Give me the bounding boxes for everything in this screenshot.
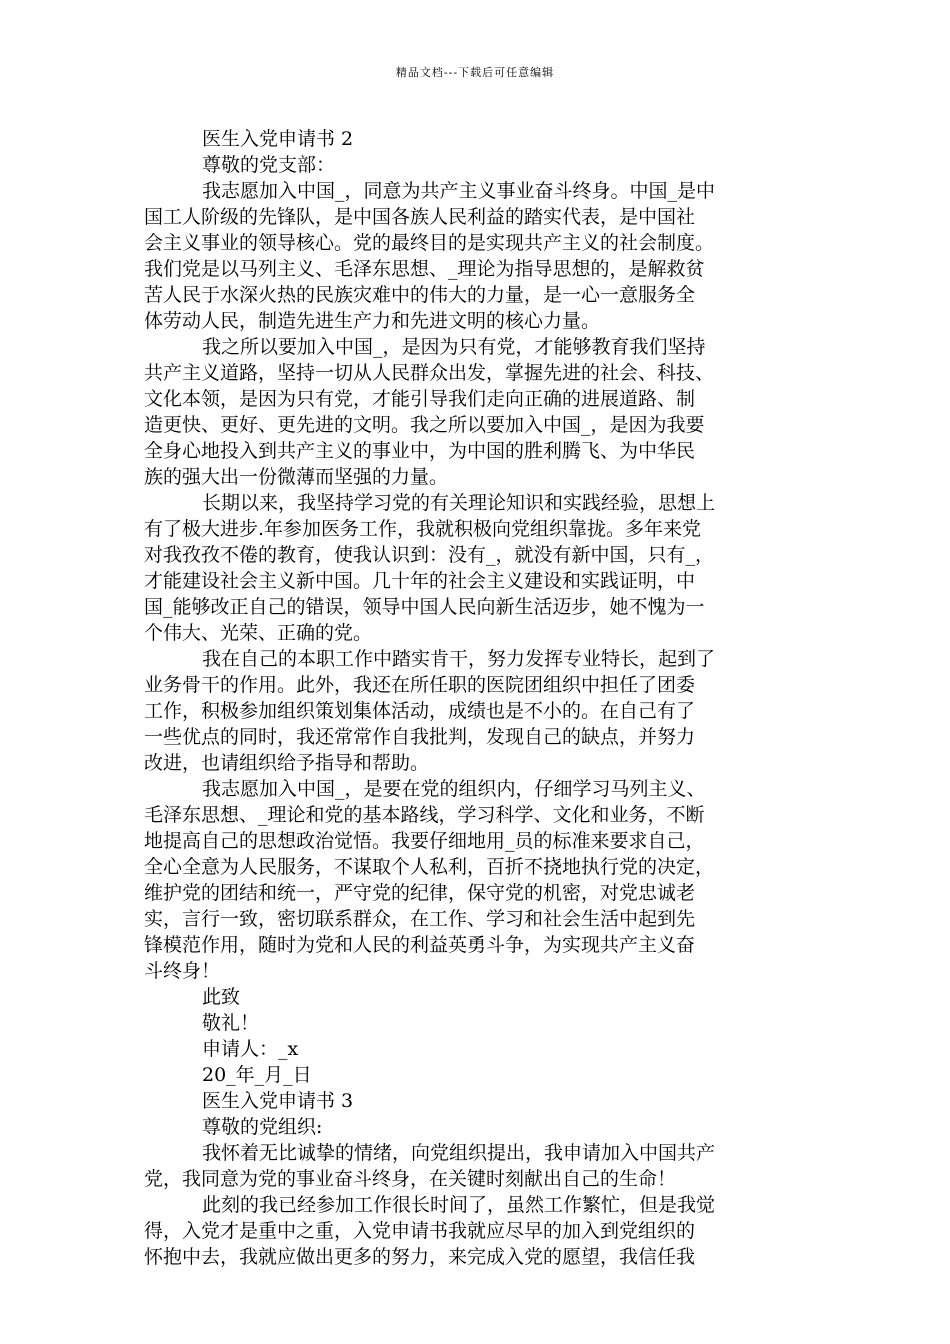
text-line: 会主义事业的领导核心。党的最终目的是实现共产主义的社会制度。 bbox=[144, 232, 715, 254]
text-line: 有了极大进步.年参加医务工作，我就积极向党组织靠拢。多年来党 bbox=[144, 518, 702, 540]
text-line: 怀抱中去，我就应做出更多的努力，来完成入党的愿望，我信任我 bbox=[144, 1246, 696, 1268]
text-line: 工作，积极参加组织策划集体活动，成绩也是不小的。在自己有了 bbox=[144, 700, 696, 722]
text-line: 改进，也请组织给予指导和帮助。 bbox=[144, 752, 430, 774]
text-line: 文化本领，是因为只有党，才能引导我们走向正确的进展道路、制 bbox=[144, 388, 696, 410]
document-body bbox=[144, 126, 807, 1270]
text-line: 一些优点的同时，我还常常作自我批判，发现自己的缺点，并努力 bbox=[144, 726, 696, 748]
text-line: 个伟大、光荣、正确的党。 bbox=[144, 622, 373, 644]
text-line: 我志愿加入中国_，是要在党的组织内，仔细学习马列主义、 bbox=[202, 778, 706, 800]
page-header: 精品文档---下载后可任意编辑 bbox=[395, 66, 555, 79]
text-line: 造更快、更好、更先进的文明。我之所以要加入中国_，是因为我要 bbox=[144, 414, 705, 436]
text-line: 尊敬的党支部： bbox=[202, 154, 336, 176]
text-line: 我志愿加入中国_，同意为共产主义事业奋斗终身。中国_是中 bbox=[202, 180, 716, 202]
text-line: 族的强大出一份微薄而坚强的力量。 bbox=[144, 466, 449, 488]
text-line: 体劳动人民，制造先进生产力和先进文明的核心力量。 bbox=[144, 310, 601, 332]
text-line: 锋模范作用，随时为党和人民的利益英勇斗争，为实现共产主义奋 bbox=[144, 934, 696, 956]
text-line: 长期以来，我坚持学习党的有关理论知识和实践经验，思想上 bbox=[202, 492, 716, 514]
text-line: 业务骨干的作用。此外，我还在所任职的医院团组织中担任了团委 bbox=[144, 674, 696, 696]
text-line: 敬礼！ bbox=[202, 1012, 260, 1034]
text-line: 得，入党才是重中之重，入党申请书我就应尽早的加入到党组织的 bbox=[144, 1220, 696, 1242]
text-line: 实，言行一致，密切联系群众，在工作、学习和社会生活中起到先 bbox=[144, 908, 696, 930]
text-line: 对我孜孜不倦的教育，使我认识到：没有_，就没有新中国，只有_， bbox=[144, 544, 715, 566]
text-line: 我怀着无比诚挚的情绪，向党组织提出，我申请加入中国共产 bbox=[202, 1142, 716, 1164]
text-line: 此致 bbox=[202, 986, 241, 1008]
text-line: 医生入党申请书 2 bbox=[202, 128, 354, 150]
text-line: 医生入党申请书 3 bbox=[202, 1090, 354, 1112]
text-line: 才能建设社会主义新中国。几十年的社会主义建设和实践证明，中 bbox=[144, 570, 696, 592]
text-line: 毛泽东思想、_理论和党的基本路线，学习科学、文化和业务，不断 bbox=[144, 804, 705, 826]
text-line: 我在自己的本职工作中踏实肯干，努力发挥专业特长，起到了 bbox=[202, 648, 716, 670]
text-line: 我之所以要加入中国_，是因为只有党，才能够教育我们坚持 bbox=[202, 336, 706, 358]
text-line: 维护党的团结和统一，严守党的纪律，保守党的机密，对党忠诚老 bbox=[144, 882, 696, 904]
text-line: 斗终身！ bbox=[144, 960, 221, 982]
text-line: 共产主义道路，坚持一切从人民群众出发，掌握先进的社会、科技、 bbox=[144, 362, 715, 384]
text-line: 此刻的我已经参加工作很长时间了，虽然工作繁忙，但是我觉 bbox=[202, 1194, 716, 1216]
text-line: 党，我同意为党的事业奋斗终身，在关键时刻献出自己的生命！ bbox=[144, 1168, 677, 1190]
text-line: 地提高自己的思想政治觉悟。我要仔细地用_员的标准来要求自己， bbox=[144, 830, 705, 852]
text-line: 全身心地投入到共产主义的事业中，为中国的胜利腾飞、为中华民 bbox=[144, 440, 696, 462]
text-line: 我们党是以马列主义、毛泽东思想、_理论为指导思想的，是解救贫 bbox=[144, 258, 705, 280]
text-line: 尊敬的党组织: bbox=[202, 1116, 323, 1138]
text-line: 苦人民于水深火热的民族灾难中的伟大的力量，是一心一意服务全 bbox=[144, 284, 696, 306]
text-line: 20_年_月_日 bbox=[202, 1064, 312, 1086]
text-line: 全心全意为人民服务，不谋取个人私利，百折不挠地执行党的决定， bbox=[144, 856, 715, 878]
text-line: 申请人：_x bbox=[202, 1038, 299, 1060]
text-line: 国_能够改正自己的错误，领导中国人民向新生活迈步，她不愧为一 bbox=[144, 596, 705, 618]
text-line: 国工人阶级的先锋队，是中国各族人民利益的踏实代表，是中国社 bbox=[144, 206, 696, 228]
